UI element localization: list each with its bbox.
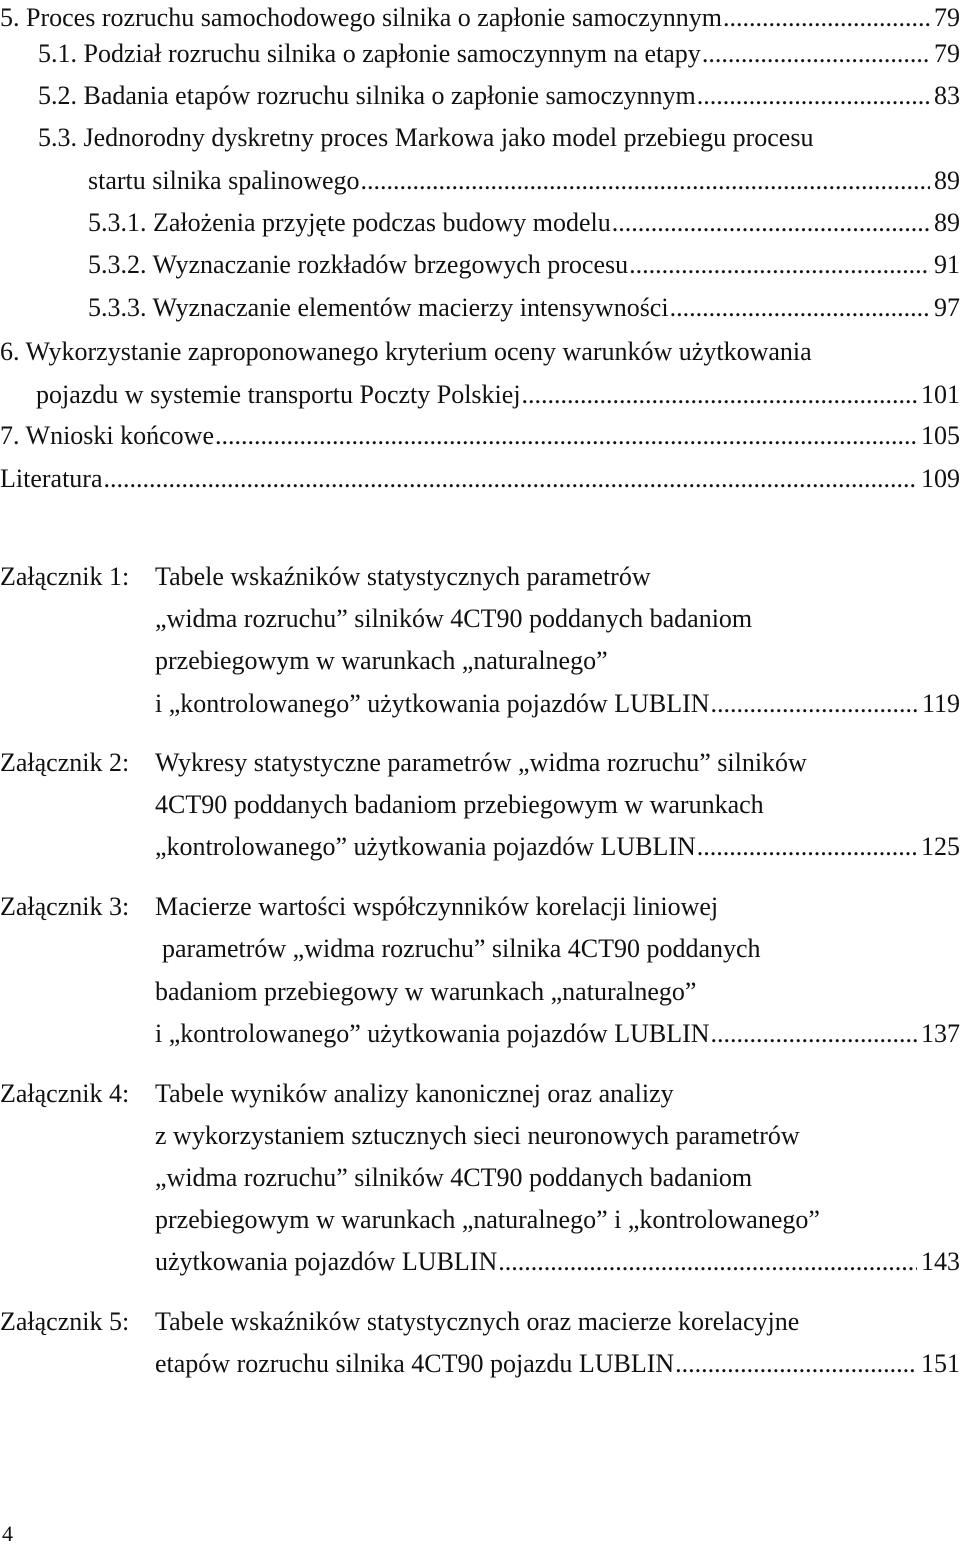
toc-entry [0, 334, 960, 370]
appendix-line: Tabele wskaźników statystycznych oraz macierze korelacyjne [155, 1307, 800, 1336]
toc-leader-dots [629, 247, 930, 283]
appendix-line-last [155, 1345, 960, 1383]
toc-entry-page: 91 [934, 250, 960, 279]
appendix-page: 143 [921, 1247, 960, 1276]
appendix-line: Tabele wyników analizy kanonicznej oraz analizy [155, 1079, 674, 1108]
toc-entry-page: 79 [934, 3, 960, 32]
appendix-line: parametrów „widma rozruchu” silnika 4CT90 poddanych [162, 934, 761, 963]
toc-entry-title: 7. Wnioski końcowe [0, 421, 214, 450]
toc-entry-page: 101 [921, 380, 960, 409]
appendix-line: z wykorzystaniem sztucznych sieci neuronowych parametrów [155, 1121, 800, 1150]
toc-entry-title: 5.3.3. Wyznaczanie elementów macierzy intensywności [88, 293, 669, 322]
toc-entry-page: 109 [921, 464, 960, 493]
toc-leader-dots [215, 418, 917, 454]
appendix-line: i „kontrolowanego” użytkowania pojazdów LUBLIN [155, 1019, 710, 1048]
appendix-line: „widma rozruchu” silników 4CT90 poddanych badaniom [155, 604, 753, 633]
appendix-page: 125 [921, 832, 960, 861]
toc-entry-page: 83 [934, 81, 960, 110]
appendix-line-last [155, 1243, 960, 1281]
toc-entry [0, 418, 960, 454]
toc-leader-dots [697, 78, 930, 114]
appendix-page: 137 [921, 1019, 960, 1048]
toc-leader-dots [723, 0, 930, 36]
appendix-line: przebiegowym w warunkach „naturalnego” i „kontrolowanego” [155, 1205, 820, 1234]
appendix-label: Załącznik 3: [0, 892, 130, 921]
toc-entry [0, 461, 960, 497]
appendix-page: 119 [921, 689, 960, 718]
toc-entry [88, 205, 960, 241]
appendix-line: przebiegowym w warunkach „naturalnego” [155, 646, 608, 675]
toc-entry-title: 5.3. Jednorodny dyskretny proces Markowa jako model przebiegu procesu [38, 123, 814, 152]
toc-entry-title: 5.1. Podział rozruchu silnika o zapłonie samoczynnym na etapy [38, 39, 701, 68]
appendix-line: „widma rozruchu” silników 4CT90 poddanych badaniom [155, 1163, 753, 1192]
appendix-label: Załącznik 2: [0, 748, 130, 777]
appendix-page: 151 [921, 1349, 960, 1378]
appendix-line: 4CT90 poddanych badaniom przebiegowym w warunkach [155, 790, 764, 819]
toc-entry [88, 247, 960, 283]
toc-leader-dots [522, 377, 917, 413]
appendix-line: użytkowania pojazdów LUBLIN [155, 1247, 498, 1276]
toc-entry-page: 89 [934, 208, 960, 237]
toc-leader-dots [104, 461, 918, 497]
toc-leader-dots [697, 828, 917, 866]
appendix-line: etapów rozruchu silnika 4CT90 pojazdu LUBLIN [155, 1349, 675, 1378]
appendix-label: Załącznik 4: [0, 1079, 130, 1108]
toc-entry-title: 5.3.2. Wyznaczanie rozkładów brzegowych procesu [88, 250, 629, 279]
appendix-line: Wykresy statystyczne parametrów „widma rozruchu” silników [155, 748, 807, 777]
toc-leader-dots [675, 1345, 917, 1383]
appendix-line: „kontrolowanego” użytkowania pojazdów LUBLIN [155, 832, 696, 861]
toc-leader-dots [498, 1243, 917, 1281]
appendix-label: Załącznik 1: [0, 562, 130, 591]
toc-entry [88, 290, 960, 326]
toc-leader-dots [711, 1015, 917, 1053]
toc-entry-title: 5.2. Badania etapów rozruchu silnika o zapłonie samoczynnym [38, 81, 696, 110]
toc-leader-dots [361, 163, 930, 199]
toc-entry-title: pojazdu w systemie transportu Poczty Polskiej [36, 380, 521, 409]
toc-leader-dots [711, 685, 918, 723]
toc-leader-dots [612, 205, 930, 241]
toc-entry [0, 0, 960, 36]
appendix-line: Macierze wartości współczynników korelacji liniowej [155, 892, 719, 921]
toc-entry [38, 78, 960, 114]
toc-entry-continuation [36, 377, 960, 413]
toc-entry [38, 36, 960, 72]
toc-leader-dots [702, 36, 930, 72]
appendix-line: Tabele wskaźników statystycznych parametrów [155, 562, 651, 591]
toc-entry-page: 105 [921, 421, 960, 450]
page-number: 4 [2, 1521, 13, 1546]
toc-entry-title: 5.3.1. Założenia przyjęte podczas budowy modelu [88, 208, 611, 237]
toc-entry-title: Literatura [0, 464, 103, 493]
toc-entry-page: 89 [934, 166, 960, 195]
toc-leader-dots [670, 290, 930, 326]
appendix-line-last [155, 1015, 960, 1053]
toc-entry-page: 97 [934, 293, 960, 322]
toc-entry-page: 79 [934, 39, 960, 68]
appendix-line: i „kontrolowanego” użytkowania pojazdów LUBLIN [155, 689, 710, 718]
appendix-line-last [155, 685, 960, 723]
toc-entry-title: startu silnika spalinowego [88, 166, 360, 195]
toc-entry-title: 5. Proces rozruchu samochodowego silnika o zapłonie samoczynnym [0, 3, 723, 32]
toc-entry-continuation [88, 163, 960, 199]
appendix-line-last [155, 828, 960, 866]
appendix-label: Załącznik 5: [0, 1307, 130, 1336]
toc-entry-title: 6. Wykorzystanie zaproponowanego kryterium oceny warunków użytkowania [0, 337, 812, 366]
toc-entry [38, 120, 960, 156]
appendix-line: badaniom przebiegowy w warunkach „naturalnego” [155, 977, 697, 1006]
